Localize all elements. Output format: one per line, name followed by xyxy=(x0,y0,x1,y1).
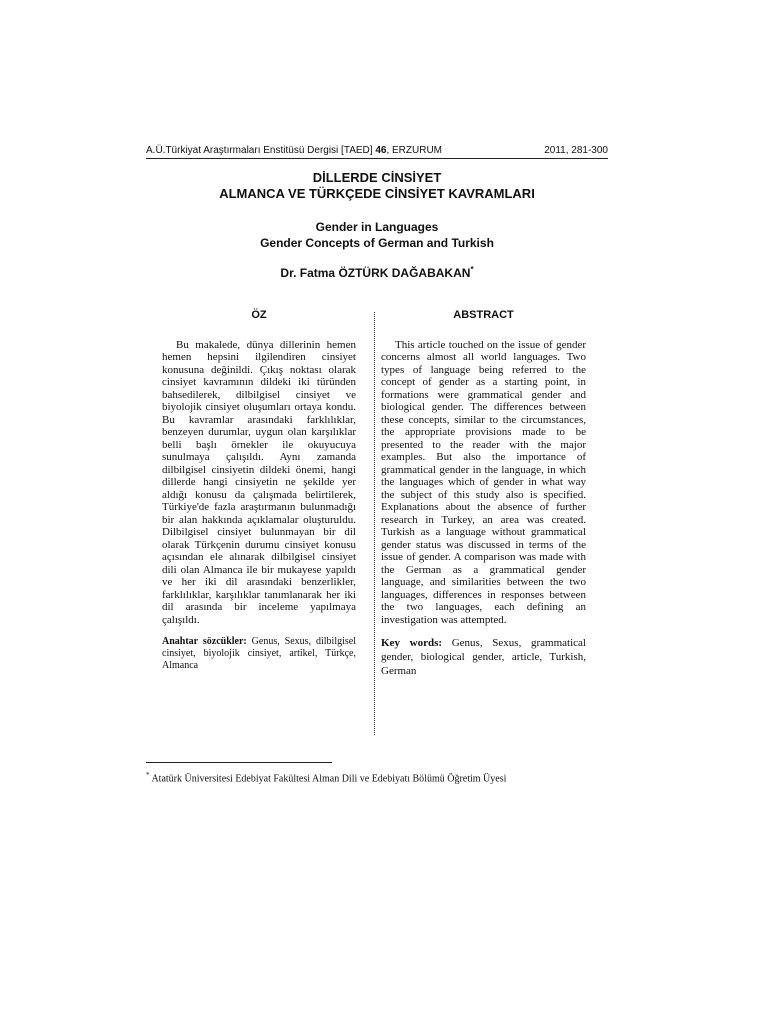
abstract-heading: ABSTRACT xyxy=(453,309,514,321)
column-divider xyxy=(374,312,375,735)
title-en-line2: Gender Concepts of German and Turkish xyxy=(260,236,494,250)
abstract-column xyxy=(381,309,586,678)
title-tr-line2: ALMANCA VE TÜRKÇEDE CİNSİYET KAVRAMLARI xyxy=(219,186,535,201)
oz-body: Bu makalede, dünya dillerinin hemen hemen hepsini ilgilendiren cinsiyet konusuna değinildi. Çıkış noktası olarak cinsiyet kavramının dildeki iki türünden bahsedilerek, dilbilgisel cinsiyet ve biyolojik cinsiyet oluşumları ortaya kondu. Bu kavramlar arasındaki farklılıklar, benzeyen durumlar, uygun olan karşılıklar belli başlı örnekler ile okuyucuya sunulmaya çalışıldı. Aynı zamanda dilbilgisel cinsiyetin dildeki önemi, hangi dillerde hangi cinsiyetin ne şekilde yer aldığı konusu da çalışmada belirtilerek, Türkiye'de fazla araştırmanın bulunmadığı bir alan hakkında açıklamalar oluşturuldu. Dilbilgisel cinsiyet bulunmayan bir dil olarak Türkçenin durumu cinsiyet konusu açısından ele alınarak dilbilgisel cinsiyet dili olan Almanca ile bir mukayese yapıldı ve her iki dil arasındaki benzerlikler, farklılıklar, karşılıklar tanımlanarak her iki dil arasında bir inceleme yapılmaya çalışıldı. xyxy=(162,338,356,626)
oz-column xyxy=(162,309,356,672)
author-name xyxy=(146,265,608,280)
running-header xyxy=(146,145,608,159)
footnote-text: Atatürk Üniversitesi Edebiyat Fakültesi Alman Dili ve Edebiyatı Bölümü Öğretim Üyesi xyxy=(149,773,507,785)
journal-city: , ERZURUM xyxy=(386,145,443,156)
abstract-keywords-text: Genus, Sexus, grammatical gender, biological gender, article, Turkish, German xyxy=(381,637,586,677)
footnote xyxy=(146,771,616,784)
title-block xyxy=(146,170,608,280)
abstract-keywords xyxy=(381,636,586,678)
author-text: Dr. Fatma ÖZTÜRK DAĞABAKAN xyxy=(280,266,471,280)
journal-citation xyxy=(146,145,442,156)
oz-keywords-text: Genus, Sexus, dilbilgisel cinsiyet, biyolojik cinsiyet, artikel, Türkçe, Almanca xyxy=(162,636,356,671)
page-range: 2011, 281-300 xyxy=(544,145,608,156)
oz-heading: ÖZ xyxy=(251,309,267,321)
abstract-body: This article touched on the issue of gender concerns almost all world languages. Two types of language being referred to the concept of gender as a starting point, in formations were grammatical gender and biological gender. The differences between these concepts, similar to the circumstances, the appropriate provisions made to be presented to the reader with the major examples. But also the importance of grammatical gender in the language, in which the languages which of gender in what way the subject of this study also is specified. Explanations about the absence of further research in Turkey, an area was created. Turkish as a language without grammatical gender status was discussed in terms of the issue of gender. A comparison was made with the German as a grammatical gender language, and similarities between the two languages, differences in responses between the two languages, each defining an investigation was attempted. xyxy=(381,338,586,626)
issue-number: 46 xyxy=(375,145,387,156)
journal-name: A.Ü.Türkiyat Araştırmaları Enstitüsü Dergisi [TAED] xyxy=(146,145,373,156)
title-en-line1: Gender in Languages xyxy=(315,220,439,234)
oz-keywords xyxy=(162,636,356,672)
footnote-mark: * xyxy=(146,771,150,779)
footnote-rule xyxy=(146,762,332,763)
abstract-keywords-label: Key words: xyxy=(381,637,443,649)
title-tr-line1: DİLLERDE CİNSİYET xyxy=(312,170,442,185)
author-footnote-mark: * xyxy=(470,265,474,274)
oz-keywords-label: Anahtar sözcükler: xyxy=(162,636,247,647)
